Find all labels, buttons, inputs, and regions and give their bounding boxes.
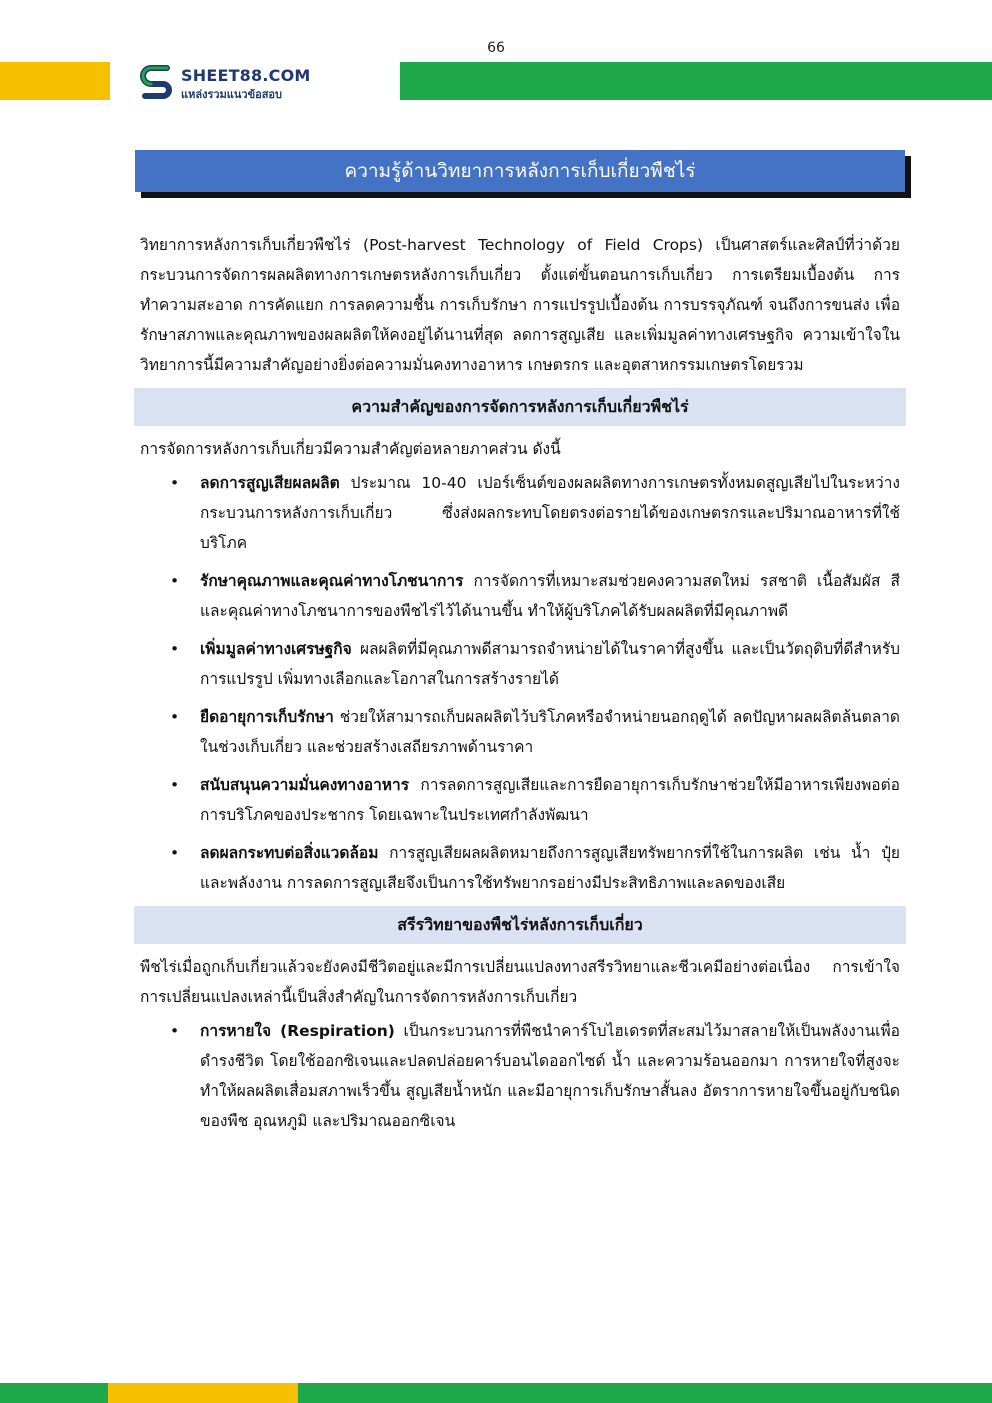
bullet-icon: • (170, 844, 180, 862)
list-item-term: ลดผลกระทบต่อสิ่งแวดล้อม (200, 844, 379, 862)
list-item (140, 1016, 900, 1136)
header-bar-green (400, 62, 992, 100)
list-item-text: การสูญเสียผลผลิตหมายถึงการสูญเสียทรัพยากรที่ใช้ในการผลิต เช่น น้ำ ปุ๋ย และพลังงาน การลดการสูญเสียจึงเป็นการใช้ทรัพยากรอย่างมีประสิทธิภาพและลดของเสีย (200, 844, 900, 892)
footer-bar-green-left (0, 1383, 108, 1403)
list-item-text: การลดการสูญเสียและการยืดอายุการเก็บรักษาช่วยให้มีอาหารเพียงพอต่อการบริโภคของประชากร โดยเฉพาะในประเทศกำลังพัฒนา (200, 776, 900, 824)
logo-tagline: แหล่งรวมแนวข้อสอบ (181, 88, 283, 101)
footer-bar-green-right (298, 1383, 992, 1403)
list-item (140, 838, 900, 898)
page-number: 66 (487, 40, 505, 56)
list-item-term: ลดการสูญเสียผลผลิต (200, 474, 340, 492)
importance-list (140, 468, 900, 898)
site-logo (137, 62, 317, 102)
list-item-term: รักษาคุณภาพและคุณค่าทางโภชนาการ (200, 572, 464, 590)
list-item-text: ผลผลิตที่มีคุณภาพดีสามารถจำหน่ายได้ในราคาที่สูงขึ้น และเป็นวัตถุดิบที่ดีสำหรับการแปรรูป เพิ่มทางเลือกและโอกาสในการสร้างรายได้ (200, 640, 900, 688)
section-physiology-intro: พืชไร่เมื่อถูกเก็บเกี่ยวแล้วจะยังคงมีชีวิตอยู่และมีการเปลี่ยนแปลงทางสรีรวิทยาและชีวเคมีอย่างต่อเนื่อง การเข้าใจการเปลี่ยนแปลงเหล่านี้เป็นสิ่งสำคัญในการจัดการหลังการเก็บเกี่ยว (140, 958, 900, 1006)
physiology-list (140, 1016, 900, 1136)
list-item (140, 770, 900, 830)
list-item (140, 702, 900, 762)
bullet-icon: • (170, 776, 180, 794)
section-heading-physiology: สรีรวิทยาของพืชไร่หลังการเก็บเกี่ยว (134, 906, 906, 944)
bullet-icon: • (170, 640, 180, 658)
bullet-icon: • (170, 572, 180, 590)
list-item-term: ยืดอายุการเก็บรักษา (200, 708, 334, 726)
section-importance-intro: การจัดการหลังการเก็บเกี่ยวมีความสำคัญต่อหลายภาคส่วน ดังนี้ (140, 440, 561, 458)
footer-bar-yellow (108, 1383, 298, 1403)
list-item (140, 566, 900, 626)
main-title-box (135, 150, 905, 192)
list-item-text: ประมาณ 10-40 เปอร์เซ็นต์ของผลผลิตทางการเกษตรทั้งหมดสูญเสียไปในระหว่างกระบวนการหลังการเก็บเกี่ยว ซึ่งส่งผลกระทบโดยตรงต่อรายได้ของเกษตรกรและปริมาณอาหารที่ใช้บริโภค (200, 474, 900, 552)
logo-brand-name: SHEET88.COM (181, 66, 311, 85)
list-item-term: การหายใจ (Respiration) (200, 1022, 395, 1040)
intro-paragraph: วิทยาการหลังการเก็บเกี่ยวพืชไร่ (Post-harvest Technology of Field Crops) เป็นศาสตร์และศิลป์ที่ว่าด้วยกระบวนการจัดการผลผลิตทางการเกษตรหลังการเก็บเกี่ยว ตั้งแต่ขั้นตอนการเก็บเกี่ยว การเตรียมเบื้องต้น การทำความสะอาด การคัดแยก การลดความชื้น การเก็บรักษา การแปรรูปเบื้องต้น การบรรจุภัณฑ์ จนถึงการขนส่ง เพื่อรักษาสภาพและคุณภาพของผลผลิตให้คงอยู่ได้นานที่สุด ลดการสูญเสีย และเพิ่มมูลค่าทางเศรษฐกิจ ความเข้าใจในวิทยาการนี้มีความสำคัญอย่างยิ่งต่อความมั่นคงทางอาหาร เกษตรกร และอุตสาหกรรมเกษตรโดยรวม (140, 236, 900, 374)
bullet-icon: • (170, 708, 180, 726)
logo-s-icon (137, 62, 177, 102)
list-item-text: ช่วยให้สามารถเก็บผลผลิตไว้บริโภคหรือจำหน่ายนอกฤดูได้ ลดปัญหาผลผลิตล้นตลาดในช่วงเก็บเกี่ยว และช่วยสร้างเสถียรภาพด้านราคา (200, 708, 900, 756)
bullet-icon: • (170, 1022, 180, 1040)
document-body (140, 230, 900, 1144)
list-item (140, 634, 900, 694)
list-item (140, 468, 900, 558)
list-item-text: การจัดการที่เหมาะสมช่วยคงความสดใหม่ รสชาติ เนื้อสัมผัส สี และคุณค่าทางโภชนาการของพืชไร่ไว้ได้นานขึ้น ทำให้ผู้บริโภคได้รับผลผลิตที่มีคุณภาพดี (200, 572, 900, 620)
section-heading-importance: ความสำคัญของการจัดการหลังการเก็บเกี่ยวพืชไร่ (134, 388, 906, 426)
bullet-icon: • (170, 474, 180, 492)
list-item-text: เป็นกระบวนการที่พืชนำคาร์โบไฮเดรตที่สะสมไว้มาสลายให้เป็นพลังงานเพื่อดำรงชีวิต โดยใช้ออกซิเจนและปลดปล่อยคาร์บอนไดออกไซด์ น้ำ และความร้อนออกมา การหายใจที่สูงจะทำให้ผลผลิตเสื่อมสภาพเร็วขึ้น สูญเสียน้ำหนัก และมีอายุการเก็บรักษาสั้นลง อัตราการหายใจขึ้นอยู่กับชนิดของพืช อุณหภูมิ และปริมาณออกซิเจน (200, 1022, 900, 1130)
footer-color-bar (0, 1383, 992, 1403)
list-item-term: สนับสนุนความมั่นคงทางอาหาร (200, 776, 410, 794)
header-bar-yellow (0, 62, 110, 100)
main-title: ความรู้ด้านวิทยาการหลังการเก็บเกี่ยวพืชไร่ (135, 150, 905, 192)
list-item-term: เพิ่มมูลค่าทางเศรษฐกิจ (200, 640, 352, 658)
